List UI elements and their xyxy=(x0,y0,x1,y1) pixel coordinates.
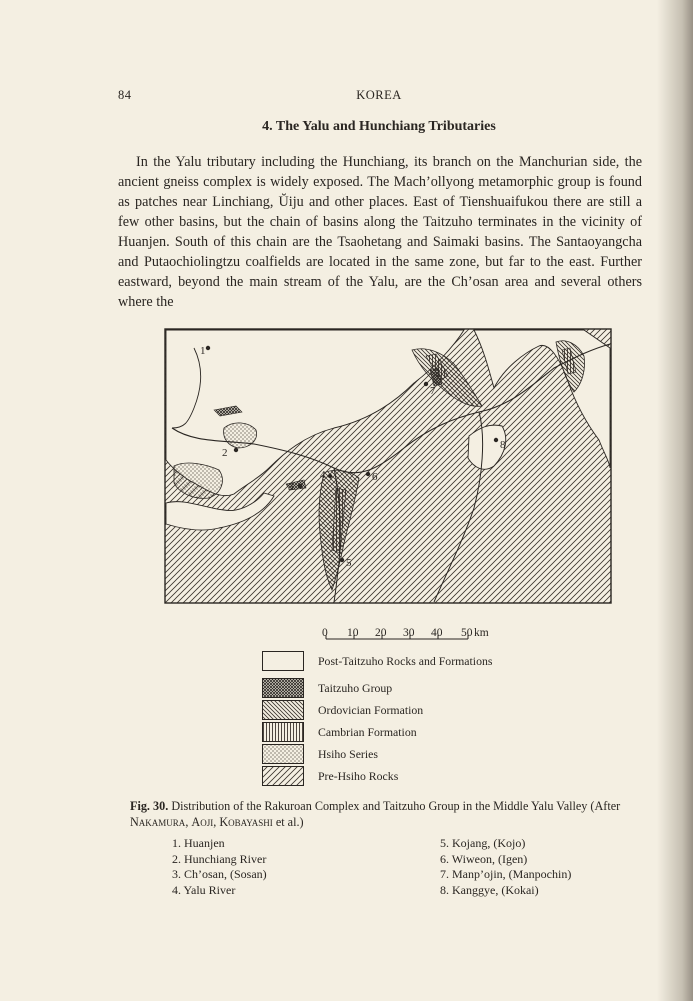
scale-unit: km xyxy=(474,627,489,639)
caption-author-1: Nakamura xyxy=(130,815,186,829)
locality-item: 2. Hunchiang River xyxy=(172,851,267,866)
locality-item: 7. Manp’ojin, (Manpochin) xyxy=(440,867,572,881)
legend-label: Hsiho Series xyxy=(318,747,378,761)
geologic-map xyxy=(164,328,612,604)
map-scale-bar xyxy=(322,622,502,650)
legend-label: Pre-Hsiho Rocks xyxy=(318,769,399,783)
legend-item-hsiho xyxy=(262,744,562,766)
locality-item: 6. Wiweon, (Igen) xyxy=(440,851,528,866)
figure-caption xyxy=(130,798,642,830)
locality-item: 8. Kanggye, (Kokai) xyxy=(440,882,539,897)
legend-label: Cambrian Formation xyxy=(318,725,417,739)
map-locality-7: 7 xyxy=(430,385,436,397)
section-title: 4. The Yalu and Hunchiang Tributaries xyxy=(262,119,496,134)
scale-tick-50: 50 xyxy=(461,627,473,639)
scale-tick-30: 30 xyxy=(403,627,415,639)
page-number: 84 xyxy=(118,88,132,102)
locality-item: 4. Yalu River xyxy=(172,882,236,897)
legend-swatch-blank xyxy=(262,651,304,671)
legend-item-post-taitzuho xyxy=(262,651,562,673)
map-locality-5: 5 xyxy=(346,557,352,569)
legend-item-pre-hsiho xyxy=(262,766,562,788)
locality-list-left xyxy=(172,836,267,898)
legend-item-taitzuho xyxy=(262,678,562,700)
map-locality-2: 2 xyxy=(222,447,228,459)
legend-swatch-backslash xyxy=(262,700,304,720)
legend-swatch-vertical xyxy=(262,722,304,742)
caption-sep-2: , xyxy=(213,815,220,829)
legend-label: Taitzuho Group xyxy=(318,681,393,695)
caption-tail: et al.) xyxy=(272,815,304,829)
map-locality-3: 3 xyxy=(288,481,294,493)
caption-sep-1: , xyxy=(185,815,192,829)
locality-item: 1. Huanjen xyxy=(172,836,225,850)
running-head xyxy=(118,88,640,104)
map-locality-6: 6 xyxy=(372,471,378,483)
scale-tick-40: 40 xyxy=(431,627,443,639)
map-figure xyxy=(164,328,612,604)
map-locality-8: 8 xyxy=(500,439,506,451)
scale-tick-20: 20 xyxy=(375,627,387,639)
legend-label: Ordovician Formation xyxy=(318,703,424,717)
caption-author-3: Kobayashi xyxy=(219,815,273,829)
figure-label: Fig. 30. xyxy=(130,799,169,813)
legend-label: Post-Taitzuho Rocks and Formations xyxy=(318,654,493,668)
legend-swatch-crosshatch xyxy=(262,678,304,698)
caption-text: Distribution of the Rakuroan Complex and Taitzuho Group in the Middle Yalu Valley (After xyxy=(171,799,621,813)
running-head-title: KOREA xyxy=(356,88,402,102)
legend-item-cambrian xyxy=(262,722,562,744)
scale-tick-0: 0 xyxy=(322,627,328,639)
legend-swatch-dots xyxy=(262,744,304,764)
legend-swatch-slash xyxy=(262,766,304,786)
body-paragraph: In the Yalu tributary including the Hunchiang, its branch on the Manchurian side, the ancient gneiss complex is widely exposed. The Mach’ollyong metamorphic group is found as patches near Linchiang, Ŭiju and other places. East of Tienshuaifukou there are still a few other basins, but the chain of basins along the Taitzuho terminates in the vicinity of Huanjen. South of this chain are the Tsaohetang and Saimaki basins. The Santaoyangcha and Putaochiolingtzu coalfields are located in the same zone, but far to the east. Further eastward, beyond the main stream of the Yalu, are the Ch’osan area and several others where the xyxy=(118,154,642,310)
map-locality-1: 1 xyxy=(200,345,206,357)
locality-list-right xyxy=(440,836,571,898)
page-spine-shadow xyxy=(657,0,693,1001)
caption-author-2: Aoji xyxy=(191,815,214,829)
legend-item-ordovician xyxy=(262,700,562,722)
scale-tick-10: 10 xyxy=(347,627,359,639)
map-locality-4: 4 xyxy=(320,469,326,481)
locality-item: 3. Ch’osan, (Sosan) xyxy=(172,867,267,881)
locality-item: 5. Kojang, (Kojo) xyxy=(440,836,526,850)
